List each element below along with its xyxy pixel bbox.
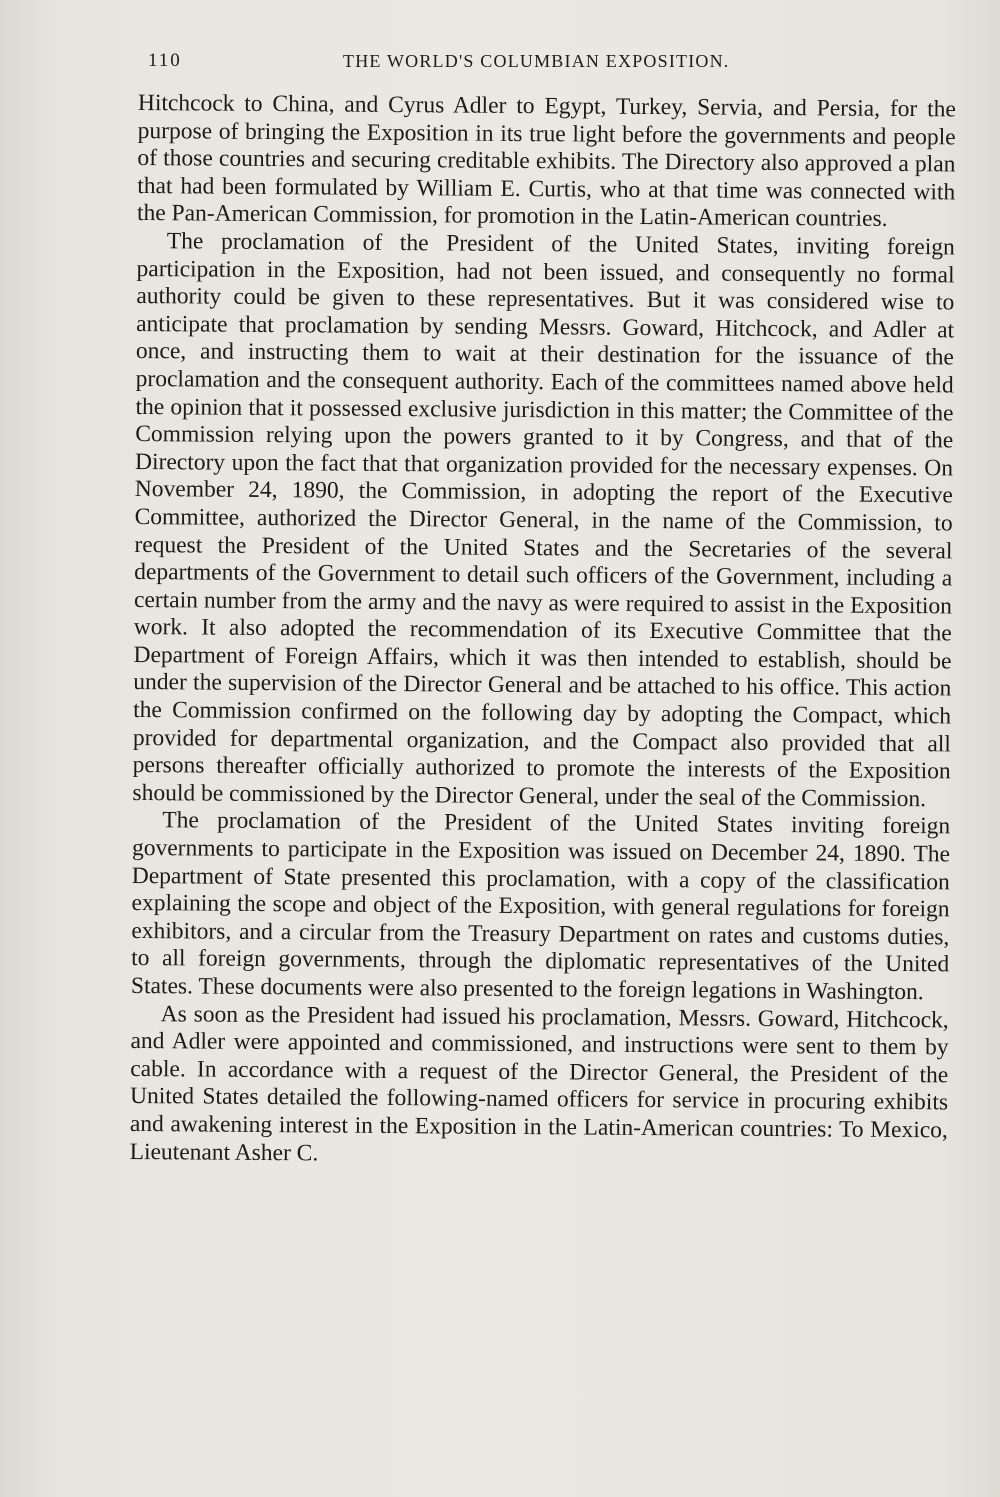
paragraph-proclamation-issued: The proclamation of the President of the United States inviting foreign governments to participate in the Exposition was issued on December 24, 1890. The Department of State presented this proclamation, with a copy of the classification explaining the scope and object of the Exposition, with general regulations for foreign exhibitors, and a circular from the Treasury Department on rates and customs duties, to all foreign governments, through the diplomatic representatives of the United States. These documents were also presented to the foreign legations in Washington.: [130, 807, 951, 1006]
body-text: [130, 90, 956, 1173]
page-number: 110: [148, 50, 182, 71]
paragraph-proclamation-pending: The proclamation of the President of the United States, inviting foreign participation in the Exposition, had not been issued, and consequently no formal authority could be given to these representatives. But it was considered wise to anticipate that proclamation by sending Messrs. Goward, Hitchcock, and Adler at once, and instructing them to wait at their destination for the issuance of the proclamation and the consequent authority. Each of the committees named above held the opinion that it possessed exclusive jurisdiction in this matter; the Committee of the Commission relying upon the powers granted to it by Congress, and that of the Directory upon the fact that that organization provided for the necessary expenses. On November 24, 1890, the Commission, in adopting the report of the Executive Committee, authorized the Director General, in the name of the Commission, to request the President of the United States and the Secretaries of the several departments of the Government to detail such officers of the Government, including a certain number from the army and the navy as were required to assist in the Exposition work. It also adopted the recommendation of its Executive Committee that the Department of Foreign Affairs, which it was then intended to establish, should be under the supervision of the Director General and be attached to his office. This action the Commission confirmed on the following day by adopting the Compact, which provided for departmental organization, and the Compact also provided that all persons thereafter officially authorized to promote the interests of the Exposition should be commissioned by the Director General, under the seal of the Commission.: [132, 228, 955, 813]
paragraph-continued: Hitchcock to China, and Cyrus Adler to Egypt, Turkey, Servia, and Persia, for the purpose of bringing the Exposition in its true light before the governments and people of those countries and securing creditable exhibits. The Directory also approved a plan that had been formulated by William E. Curtis, who at that time was connected with the Pan-American Commission, for promotion in the Latin-American countries.: [136, 90, 956, 233]
paragraph-commissioners-appointed: As soon as the President had issued his proclamation, Messrs. Goward, Hitchcock, and Adler were appointed and commissioned, and instructions were sent to them by cable. In accordance with a request of the Director General, the President of the United States detailed the following-named officers for service in procuring exhibits and awakening interest in the Exposition in the Latin-American countries: To Mexico, Lieutenant Asher C.: [129, 1000, 949, 1167]
running-title: THE WORLD'S COLUMBIAN EXPOSITION.: [343, 51, 730, 71]
running-head: [148, 46, 788, 82]
